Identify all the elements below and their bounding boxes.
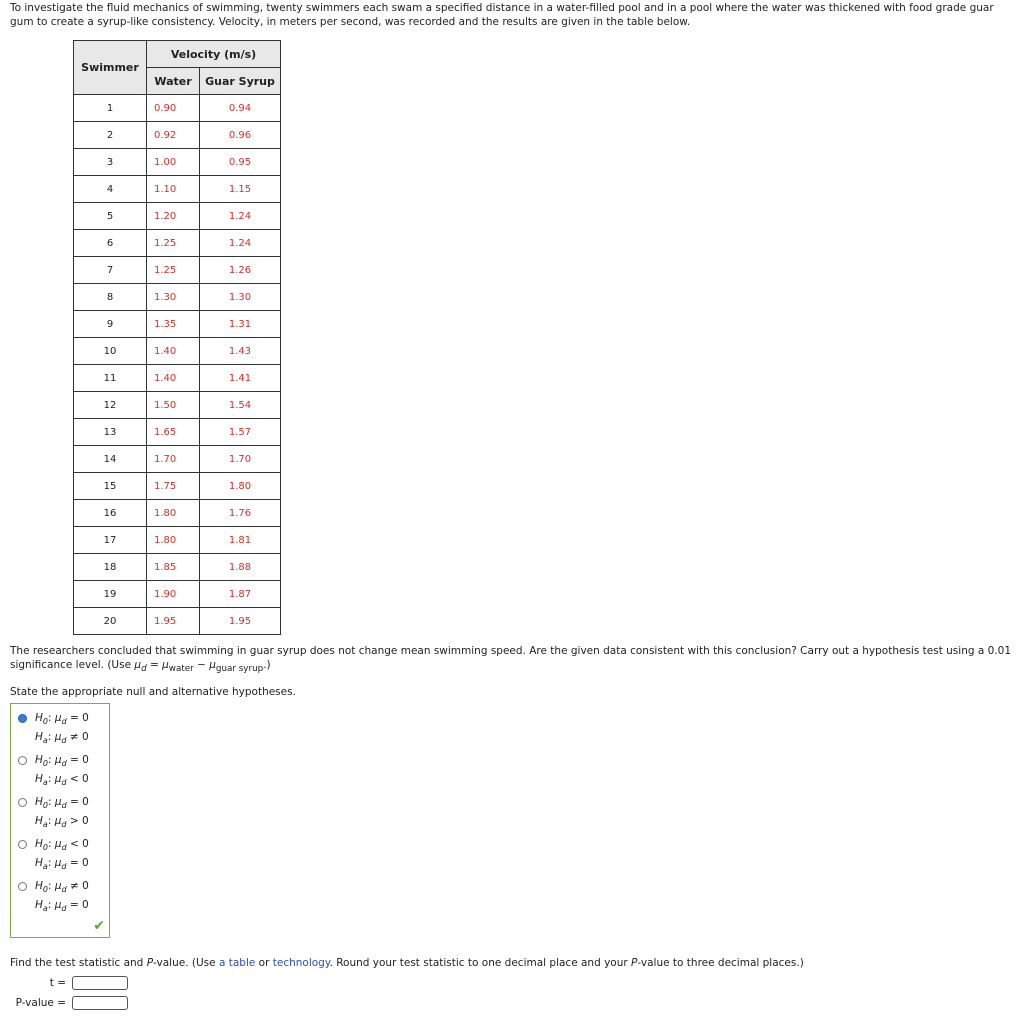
water-velocity: 1.80 — [147, 500, 200, 527]
t-label: t = — [49, 977, 66, 989]
swimmer-number: 13 — [74, 419, 147, 446]
swimmer-number: 12 — [74, 392, 147, 419]
swimmer-number: 9 — [74, 311, 147, 338]
radio-unselected[interactable] — [18, 882, 27, 891]
swimmer-number: 20 — [74, 608, 147, 635]
table-row — [74, 365, 281, 392]
water-velocity: 0.92 — [147, 122, 200, 149]
water-velocity: 1.95 — [147, 608, 200, 635]
alt-hypothesis: $H_a$: $\mu_d = 0$ — [35, 857, 89, 872]
guar-velocity: 1.57 — [200, 419, 281, 446]
guar-velocity: 1.76 — [200, 500, 281, 527]
swimmer-number: 3 — [74, 149, 147, 176]
guar-velocity: 1.87 — [200, 581, 281, 608]
radio-selected[interactable] — [18, 714, 27, 723]
guar-velocity: 1.95 — [200, 608, 281, 635]
swimmer-number: 4 — [74, 176, 147, 203]
alt-hypothesis: $H_a$: $\mu_d < 0$ — [35, 773, 89, 788]
guar-velocity: 1.24 — [200, 203, 281, 230]
water-velocity: 1.75 — [147, 473, 200, 500]
guar-velocity: 1.81 — [200, 527, 281, 554]
swimmer-number: 11 — [74, 365, 147, 392]
table-link[interactable]: a table — [218, 957, 256, 969]
swimmer-number: 8 — [74, 284, 147, 311]
null-hypothesis: $H_0$: $\mu_d = 0$ — [35, 712, 89, 727]
water-velocity: 1.65 — [147, 419, 200, 446]
swimmer-number: 2 — [74, 122, 147, 149]
table-row — [74, 311, 281, 338]
table-row — [74, 581, 281, 608]
water-velocity: 1.40 — [147, 365, 200, 392]
table-row — [74, 608, 281, 635]
water-velocity: 1.00 — [147, 149, 200, 176]
guar-velocity: 1.80 — [200, 473, 281, 500]
guar-velocity: 0.95 — [200, 149, 281, 176]
water-velocity: 1.80 — [147, 527, 200, 554]
state-prompt: State the appropriate null and alternative hypotheses. — [10, 686, 296, 698]
header-guar-syrup: Guar Syrup — [200, 68, 281, 95]
guar-velocity: 1.30 — [200, 284, 281, 311]
header-velocity: Velocity (m/s) — [147, 41, 281, 68]
swimmer-number: 17 — [74, 527, 147, 554]
alt-hypothesis: $H_a$: $\mu_d = 0$ — [35, 899, 89, 914]
swimmer-number: 19 — [74, 581, 147, 608]
problem-intro: To investigate the fluid mechanics of swimming, twenty swimmers each swam a specified distance in a water-filled pool and in a pool where the water was thickened with food grade guar gum to create a syrup-like consistency. Velocity, in meters per second, was recorded and the results are given in the table below. — [10, 2, 994, 28]
velocity-table — [73, 40, 281, 635]
table-row — [74, 446, 281, 473]
null-hypothesis: $H_0$: $\mu_d < 0$ — [35, 838, 89, 853]
water-velocity: 1.70 — [147, 446, 200, 473]
alt-hypothesis: $H_a$: $\mu_d \ne 0$ — [35, 731, 89, 746]
guar-velocity: 1.88 — [200, 554, 281, 581]
conclusion-text: The researchers concluded that swimming in guar syrup does not change mean swimming speed. Are the given data consistent with this conclusion? Carry out a hypothesis test using a 0.01 significance level. (Use $\mu_d = \mu_{water} - \mu_{guar syrup}$.) — [10, 645, 1011, 675]
water-velocity: 1.90 — [147, 581, 200, 608]
guar-velocity: 1.24 — [200, 230, 281, 257]
table-row — [74, 176, 281, 203]
null-hypothesis: $H_0$: $\mu_d = 0$ — [35, 754, 89, 769]
radio-unselected[interactable] — [18, 756, 27, 765]
table-row — [74, 527, 281, 554]
guar-velocity: 0.96 — [200, 122, 281, 149]
swimmer-number: 5 — [74, 203, 147, 230]
water-velocity: 1.10 — [147, 176, 200, 203]
swimmer-number: 10 — [74, 338, 147, 365]
radio-unselected[interactable] — [18, 798, 27, 807]
table-row — [74, 284, 281, 311]
swimmer-number: 18 — [74, 554, 147, 581]
water-velocity: 1.35 — [147, 311, 200, 338]
table-row — [74, 149, 281, 176]
null-hypothesis: $H_0$: $\mu_d = 0$ — [35, 796, 89, 811]
guar-velocity: 1.26 — [200, 257, 281, 284]
table-row — [74, 230, 281, 257]
guar-velocity: 0.94 — [200, 95, 281, 122]
swimmer-number: 14 — [74, 446, 147, 473]
table-row — [74, 95, 281, 122]
guar-velocity: 1.43 — [200, 338, 281, 365]
water-velocity: 0.90 — [147, 95, 200, 122]
table-row — [74, 122, 281, 149]
guar-velocity: 1.54 — [200, 392, 281, 419]
water-velocity: 1.50 — [147, 392, 200, 419]
swimmer-number: 6 — [74, 230, 147, 257]
table-row — [74, 500, 281, 527]
p-value-input[interactable] — [72, 996, 128, 1010]
water-velocity: 1.40 — [147, 338, 200, 365]
water-velocity: 1.25 — [147, 230, 200, 257]
header-water: Water — [147, 68, 200, 95]
water-velocity: 1.85 — [147, 554, 200, 581]
swimmer-number: 1 — [74, 95, 147, 122]
guar-velocity: 1.41 — [200, 365, 281, 392]
table-row — [74, 257, 281, 284]
find-instructions: Find the test statistic and P-value. (Use a table or technology. Round your test statistic to one decimal place and your P-value to three decimal places.) — [10, 957, 804, 969]
header-swimmer: Swimmer — [74, 41, 147, 95]
table-row — [74, 338, 281, 365]
guar-velocity: 1.15 — [200, 176, 281, 203]
radio-unselected[interactable] — [18, 840, 27, 849]
t-statistic-input[interactable] — [72, 976, 128, 990]
alt-hypothesis: $H_a$: $\mu_d > 0$ — [35, 815, 89, 830]
table-row — [74, 392, 281, 419]
guar-velocity: 1.70 — [200, 446, 281, 473]
swimmer-number: 16 — [74, 500, 147, 527]
technology-link[interactable]: technology — [272, 957, 330, 969]
table-row — [74, 203, 281, 230]
table-row — [74, 554, 281, 581]
correct-check-icon: ✔ — [93, 918, 105, 934]
water-velocity: 1.20 — [147, 203, 200, 230]
p-value-label: P-value = — [15, 997, 66, 1009]
table-row — [74, 473, 281, 500]
guar-velocity: 1.31 — [200, 311, 281, 338]
swimmer-number: 15 — [74, 473, 147, 500]
water-velocity: 1.30 — [147, 284, 200, 311]
water-velocity: 1.25 — [147, 257, 200, 284]
null-hypothesis: $H_0$: $\mu_d \ne 0$ — [35, 880, 89, 895]
swimmer-number: 7 — [74, 257, 147, 284]
hypothesis-options — [10, 703, 110, 938]
table-row — [74, 419, 281, 446]
